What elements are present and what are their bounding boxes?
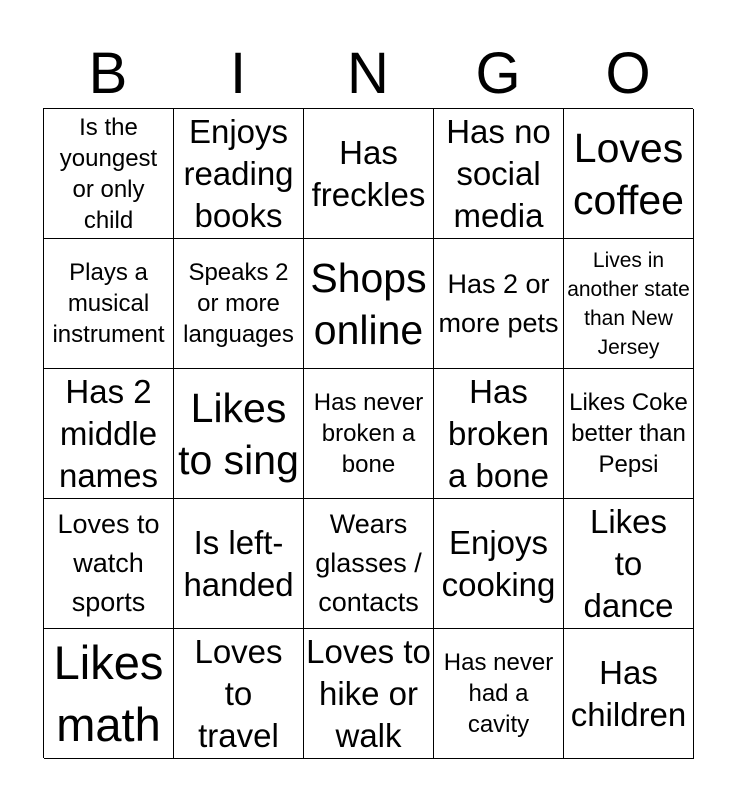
cell-text: Speaks 2 or more languages xyxy=(183,259,294,348)
bingo-cell[interactable] xyxy=(434,629,564,759)
cell-text: Loves coffee xyxy=(573,124,684,223)
bingo-cell[interactable] xyxy=(304,499,434,629)
bingo-cell[interactable] xyxy=(434,369,564,499)
bingo-cell[interactable] xyxy=(44,499,174,629)
cell-text: Has 2 middle names xyxy=(58,372,159,494)
cell-text: Loves to hike or walk xyxy=(306,632,431,754)
bingo-cell[interactable] xyxy=(44,369,174,499)
header-letter-o: O xyxy=(605,41,651,106)
cell-text: Has 2 or more pets xyxy=(438,268,559,338)
cell-text: Has never had a cavity xyxy=(443,649,554,738)
bingo-cell[interactable] xyxy=(304,109,434,239)
cell-text: Lives in another state than New Jersey xyxy=(567,248,690,359)
bingo-cell[interactable] xyxy=(304,239,434,369)
bingo-cell[interactable] xyxy=(564,109,694,239)
bingo-cell[interactable] xyxy=(174,239,304,369)
cell-text: Likes to sing xyxy=(178,384,299,483)
bingo-cell[interactable] xyxy=(174,369,304,499)
header-letter-n: N xyxy=(347,41,389,106)
bingo-cell[interactable] xyxy=(434,109,564,239)
bingo-cell[interactable] xyxy=(434,239,564,369)
header-letter-i: I xyxy=(229,41,247,106)
cell-text: Enjoys reading books xyxy=(183,112,294,234)
bingo-cell[interactable] xyxy=(564,239,694,369)
cell-text: Wears glasses / contacts xyxy=(315,509,422,617)
bingo-header xyxy=(43,40,693,108)
cell-text: Has children xyxy=(570,653,687,733)
cell-text: Enjoys cooking xyxy=(441,523,556,603)
bingo-cell[interactable] xyxy=(44,629,174,759)
cell-text: Plays a musical instrument xyxy=(52,259,165,348)
bingo-cell[interactable] xyxy=(44,239,174,369)
cell-text: Shops online xyxy=(310,254,427,353)
cell-text: Loves to travel xyxy=(194,632,283,754)
bingo-cell[interactable] xyxy=(44,109,174,239)
cell-text: Likes to dance xyxy=(583,502,674,624)
cell-text: Likes Coke better than Pepsi xyxy=(569,389,688,478)
header-letter-b: B xyxy=(88,41,128,106)
bingo-card-grid xyxy=(43,108,693,758)
cell-text: Has no social media xyxy=(446,112,551,234)
bingo-cell[interactable] xyxy=(304,369,434,499)
cell-text: Has never broken a bone xyxy=(313,389,424,478)
bingo-cell[interactable] xyxy=(174,109,304,239)
cell-text: Is left-handed xyxy=(183,523,294,603)
cell-text: Has broken a bone xyxy=(448,372,549,494)
bingo-cell[interactable] xyxy=(564,369,694,499)
bingo-cell[interactable] xyxy=(174,499,304,629)
bingo-cell[interactable] xyxy=(304,629,434,759)
cell-text: Likes math xyxy=(53,635,164,751)
bingo-cell[interactable] xyxy=(564,629,694,759)
bingo-cell[interactable] xyxy=(174,629,304,759)
cell-text: Has freckles xyxy=(311,133,426,213)
bingo-cell[interactable] xyxy=(434,499,564,629)
header-letter-g: G xyxy=(475,41,521,106)
cell-text: Loves to watch sports xyxy=(57,509,160,617)
cell-text: Is the youngest or only child xyxy=(59,113,158,234)
bingo-cell[interactable] xyxy=(564,499,694,629)
